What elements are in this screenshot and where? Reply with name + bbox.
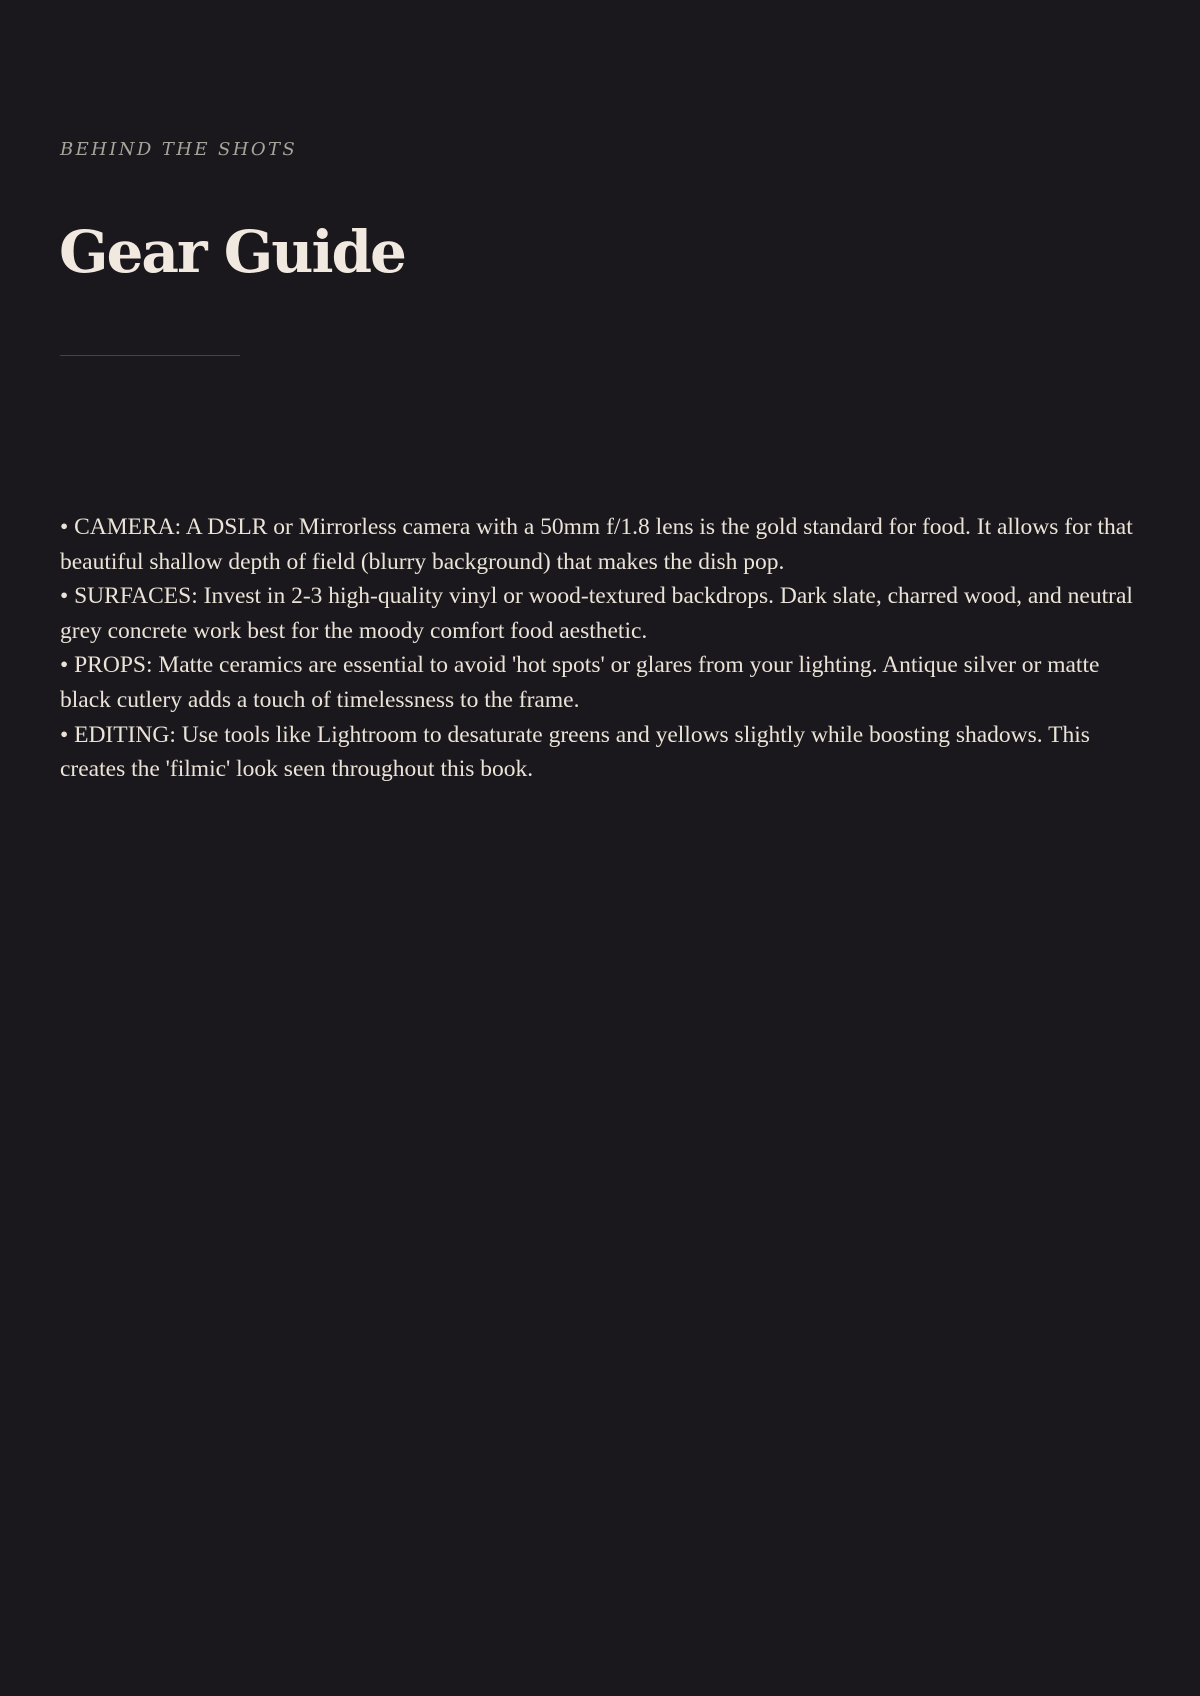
title-divider [60, 355, 240, 356]
gear-item-camera: • CAMERA: A DSLR or Mirrorless camera with a 50mm f/1.8 lens is the gold standard for food. It allows for that beautiful shallow depth of field (blurry background) that makes the dish pop. [60, 514, 1133, 575]
page-title: Gear Guide [59, 218, 405, 286]
gear-list [60, 510, 1150, 787]
section-kicker: BEHIND THE SHOTS [60, 139, 298, 160]
gear-item-props: • PROPS: Matte ceramics are essential to avoid 'hot spots' or glares from your lighting. Antique silver or matte black cutlery adds a touch of timelessness to the frame. [60, 652, 1100, 713]
gear-item-surfaces: • SURFACES: Invest in 2-3 high-quality vinyl or wood-textured backdrops. Dark slate, charred wood, and neutral grey concrete work best for the moody comfort food aesthetic. [60, 583, 1133, 644]
gear-item-editing: • EDITING: Use tools like Lightroom to desaturate greens and yellows slightly while boosting shadows. This creates the 'filmic' look seen throughout this book. [60, 721, 1090, 783]
